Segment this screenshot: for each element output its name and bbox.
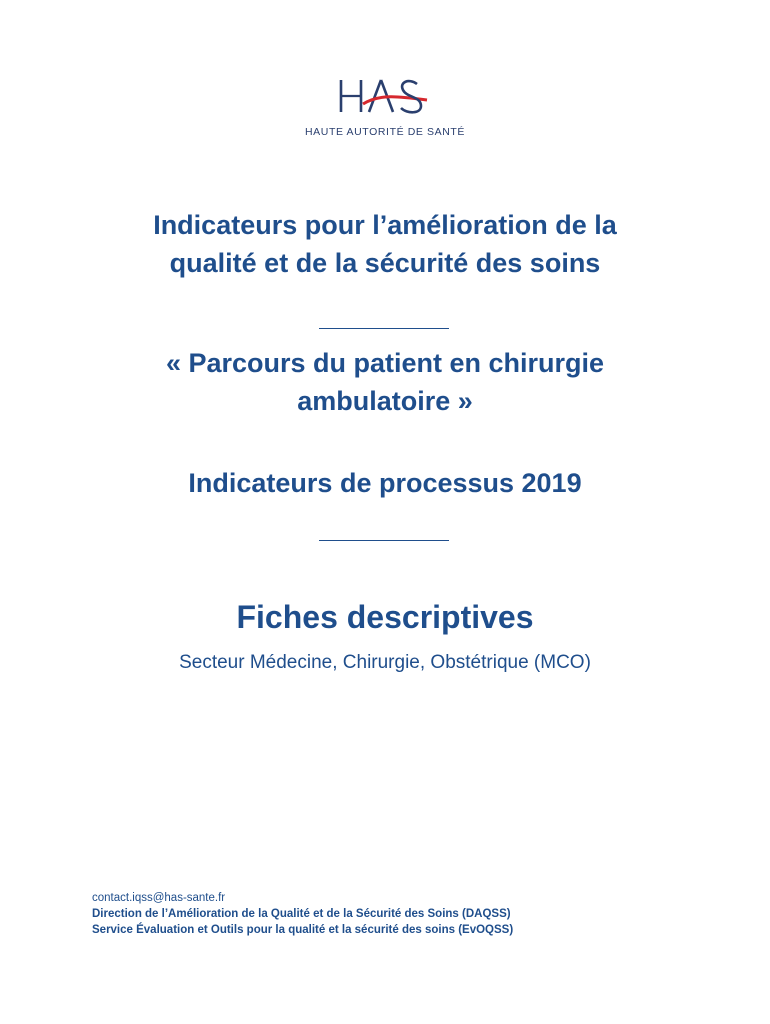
document-title	[60, 206, 710, 282]
title-line-2: qualité et de la sécurité des soins	[169, 248, 601, 278]
has-logo	[300, 74, 470, 144]
parcours-line-1: « Parcours du patient en chirurgie	[165, 348, 605, 378]
separator-top	[319, 328, 449, 329]
parcours-title	[60, 344, 710, 420]
processus-title: Indicateurs de processus 2019	[188, 468, 582, 498]
title-line-1: Indicateurs pour l’amélioration de la	[153, 210, 617, 240]
parcours-line-2: ambulatoire »	[297, 386, 473, 416]
service-name: Service Évaluation et Outils pour la qualité et la sécurité des soins (EvOQSS)	[92, 924, 514, 936]
logo-caption: HAUTE AUTORITÉ DE SANTÉ	[304, 126, 466, 138]
contact-footer	[92, 890, 712, 938]
sector-subtitle: Secteur Médecine, Chirurgie, Obstétrique (MCO)	[179, 652, 591, 673]
direction-name: Direction de l’Amélioration de la Qualité et de la Sécurité des Soins (DAQSS)	[92, 908, 511, 920]
contact-email[interactable]: contact.iqss@has-sante.fr	[92, 892, 226, 904]
has-logo-mark	[335, 74, 435, 118]
fiches-title: Fiches descriptives	[236, 599, 534, 635]
separator-bottom	[319, 540, 449, 541]
